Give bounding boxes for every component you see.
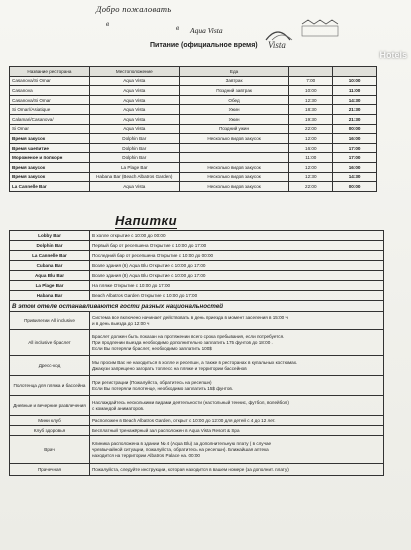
dining-cell-meal: Несколько видов закусок [179, 172, 289, 182]
dining-row [10, 162, 377, 172]
dining-cell-location: Aqua Vista [89, 86, 179, 96]
towels-text [90, 376, 384, 396]
dining-cell-from: 12:00 [289, 134, 333, 144]
dining-table [9, 66, 377, 192]
towels-row [10, 376, 384, 396]
dining-cell-meal: Несколько видов закусок [179, 162, 289, 172]
dining-cell-to: 00:00 [333, 182, 377, 192]
all-inclusive-row [10, 312, 384, 330]
dining-row [10, 143, 377, 153]
dining-cell-location: Aqua Vista [89, 182, 179, 192]
dining-cell-meal: Завтрак [179, 76, 289, 86]
dining-cell-from: 22:00 [289, 182, 333, 192]
entertainment-line: Наслаждайтесь несколькими видами деятельности (настольный теннис, футбол, волейбол) [92, 399, 289, 405]
welcome-line [96, 4, 172, 14]
bar-hours: Beach Albatros Garden Открытие с 10:00 до 17:00 [90, 291, 384, 301]
bar-name: Cubana Bar [10, 261, 90, 271]
bar-row [10, 281, 384, 291]
dining-row [10, 95, 377, 105]
hotel-logo [258, 18, 348, 50]
all-inclusive-text [90, 312, 384, 330]
dress-code-row [10, 356, 384, 376]
dining-row [10, 172, 377, 182]
dining-cell-name: Время закусок [10, 134, 90, 144]
dining-cell-meal: Поздний ужин [179, 124, 289, 134]
dining-cell-meal: Обед [179, 95, 289, 105]
doctor-label: Врач [10, 436, 90, 464]
bracelet-label: All inclusive браслет [10, 330, 90, 356]
dining-cell-from: 16:00 [289, 143, 333, 153]
bar-row [10, 251, 384, 261]
doctor-line: чрезвычайной ситуации, пожалуйста, обратитесь на ресепшн). Ближайшая аптека [92, 446, 269, 452]
dining-cell-from: 19:30 [289, 114, 333, 124]
bar-name: La Plage Bar [10, 281, 90, 291]
dining-column-header [289, 67, 333, 77]
bracelet-row [10, 330, 384, 356]
dining-cell-to: 14:30 [333, 95, 377, 105]
doctor-line: находится на территории Albatros Palace на. 00:00 [92, 452, 200, 458]
dress-code-label: Дресс-код [10, 356, 90, 376]
bar-hours: Возле здания (8) Aqua Blu Открытие с 10:00 до 17:00 [90, 271, 384, 281]
dining-cell-location: Aqua Vista [89, 105, 179, 115]
entertainment-row [10, 396, 384, 416]
welcome-small: в [106, 20, 110, 28]
health-club-label: Клуб здоровья [10, 426, 90, 436]
bracelet-line: Браслет должен быть показан на протяжении всего срока пребывания, если потребуется. [92, 333, 285, 339]
dining-column-header: Название ресторана [10, 67, 90, 77]
all-inclusive-line: и в день выезда до 12:00 ч [92, 320, 150, 326]
dining-row [10, 153, 377, 163]
dining-cell-name: Время чаепитие [10, 143, 90, 153]
bar-hours: Последний бар от ресепшена Открытие с 10:00 до 00:00 [90, 251, 384, 261]
dining-column-header: Еда [179, 67, 289, 77]
hotel-name: Aqua Vista [190, 26, 223, 35]
bar-row [10, 231, 384, 241]
dining-column-header: Местоположение [89, 67, 179, 77]
dining-cell-from: 12:30 [289, 95, 333, 105]
dress-code-line: Джакузи запрещено загорать топлесс на пляже и территории бассейнов [92, 365, 247, 371]
dining-column-header [333, 67, 377, 77]
dining-cell-location: Aqua Vista [89, 95, 179, 105]
header [0, 0, 411, 60]
bar-row [10, 271, 384, 281]
dining-cell-from: 22:00 [289, 124, 333, 134]
health-club-row [10, 426, 384, 436]
bar-name: La Cannelle Bar [10, 251, 90, 261]
bar-row [10, 261, 384, 271]
dining-cell-location: Aqua Vista [89, 114, 179, 124]
dining-cell-to: 00:00 [333, 124, 377, 134]
dining-cell-name: La Cannelle Bar [10, 182, 90, 192]
dining-cell-to: 16:00 [333, 134, 377, 144]
dining-cell-meal [179, 153, 289, 163]
svg-text:Vista: Vista [268, 40, 286, 50]
bracelet-line: При продлении выезда необходимо дополнительно заплатить 175 фунтов до 18:00 . [92, 339, 273, 345]
dining-cell-meal: Ужин [179, 114, 289, 124]
watermark: Hotels [379, 50, 407, 60]
dress-code-text [90, 356, 384, 376]
dining-cell-to: 17:00 [333, 153, 377, 163]
bar-hours: Возле здания (6) Aqua Blu Открытие с 10:00 до 17:00 [90, 261, 384, 271]
drinks-note-row [10, 301, 384, 312]
dining-cell-name: Casanova [10, 86, 90, 96]
bar-row [10, 241, 384, 251]
doctor-row [10, 436, 384, 464]
dining-cell-meal: Поздний завтрак [179, 86, 289, 96]
dining-cell-location: Aqua Vista [89, 124, 179, 134]
dining-subtitle: Питание (официальное время) [150, 42, 258, 49]
nationalities-note: В этом отеле останавливаются гости разных национальностей [10, 301, 384, 312]
dining-cell-from: 12:30 [289, 172, 333, 182]
dining-cell-location: Aqua Vista [89, 76, 179, 86]
bar-name: Lobby Bar [10, 231, 90, 241]
doctor-text [90, 436, 384, 464]
bar-hours: В холле открытие с 10:00 до 00:00 [90, 231, 384, 241]
bar-name: Aqua Blu Bar [10, 271, 90, 281]
dining-cell-to: 21:30 [333, 105, 377, 115]
dining-cell-meal [179, 143, 289, 153]
dining-cell-meal: Несколько видов закусок [179, 182, 289, 192]
laundry-line: Пожалуйста, следуйте инструкции, которая находится в вашем номере (за дополнит. плату) [92, 466, 289, 472]
bracelet-text [90, 330, 384, 356]
mini-club-text [90, 416, 384, 426]
entertainment-line: с командой аниматоров. [92, 405, 145, 411]
dining-cell-name: Si Omar//Asiatique [10, 105, 90, 115]
dining-cell-from: 11:00 [289, 153, 333, 163]
health-club-text [90, 426, 384, 436]
all-inclusive-label: Привилегии All inclusive [10, 312, 90, 330]
health-club-line: Бесплатный тренажёрный зал расположен в Aqua Vista Resort & Spa [92, 427, 240, 433]
laundry-label: Прачечная [10, 464, 90, 476]
mini-club-row [10, 416, 384, 426]
drinks-table [9, 230, 384, 476]
dining-cell-from: 10:00 [289, 86, 333, 96]
dining-cell-to: 16:00 [333, 162, 377, 172]
dining-header-row [10, 67, 377, 77]
mini-club-line: Расположен в Beach Albatros Garden, открыт с 10:00 до 12:00 для детей с 4 до 12 лет. [92, 417, 276, 423]
dining-row [10, 86, 377, 96]
dining-cell-name: Casanova/Si Omar [10, 76, 90, 86]
dining-row [10, 134, 377, 144]
bracelet-line: Если Вы потеряли браслет, необходимо заплатить 100$ [92, 345, 212, 351]
dining-cell-name: Calamari/Casanova/ [10, 114, 90, 124]
dining-row [10, 76, 377, 86]
drinks-title: Напитки [115, 213, 178, 228]
welcome-small2: в [176, 24, 180, 32]
dining-row [10, 114, 377, 124]
towels-line: Если Вы потеряли полотенце, необходимо заплатить 15$ фунтов. [92, 385, 234, 391]
laundry-text [90, 464, 384, 476]
dining-cell-meal: Несколько видов закусок [179, 134, 289, 144]
dining-cell-to: 14:30 [333, 172, 377, 182]
dining-cell-location: Dolphin Bar [89, 143, 179, 153]
dining-row [10, 182, 377, 192]
all-inclusive-line: Система все включено начинает действовать в день приезда в момент заселения в 15:00 ч [92, 314, 288, 320]
bar-hours: Первый бар от ресепшена Открытие с 10:00 до 17:00 [90, 241, 384, 251]
dining-cell-name: Мороженое и попкорн [10, 153, 90, 163]
dining-cell-to: 17:00 [333, 143, 377, 153]
dining-cell-location: Dolphin Bar [89, 153, 179, 163]
dining-cell-name: Время закусок [10, 162, 90, 172]
towels-line: При регистрации (Пожалуйста, обратитесь на ресепшн) [92, 379, 212, 385]
dining-row [10, 124, 377, 134]
bar-name: Habana Bar [10, 291, 90, 301]
bar-name: Dolphin Bar [10, 241, 90, 251]
dining-cell-name: Время закусок [10, 172, 90, 182]
dress-code-line: Мы просим Вас не находиться в холле и ресепшн, а также в ресторанах в купальных костюмах. [92, 359, 298, 365]
mini-club-label: Мини клуб [10, 416, 90, 426]
dining-row [10, 105, 377, 115]
towels-label: Полотенца для пляжа и бассейна [10, 376, 90, 396]
doctor-line: Клиника расположена в здании № 4 (Aqua Blu) за дополнительную плату ( в случае [92, 440, 272, 446]
dining-cell-name: Si Omar [10, 124, 90, 134]
dining-cell-location: Habana Bar (Beach Albatros Garden) [89, 172, 179, 182]
entertainment-label: Дневные и вечерние развлечения [10, 396, 90, 416]
welcome-text: Добро пожаловать [96, 4, 172, 14]
entertainment-text [90, 396, 384, 416]
laundry-row [10, 464, 384, 476]
dining-cell-from: 18:30 [289, 105, 333, 115]
dining-cell-location: La Plage Bar [89, 162, 179, 172]
dining-cell-from: 7:00 [289, 76, 333, 86]
dining-cell-to: 21:30 [333, 114, 377, 124]
dining-cell-name: Casanova/Si Omar [10, 95, 90, 105]
dining-cell-to: 10:00 [333, 76, 377, 86]
bar-row [10, 291, 384, 301]
dining-cell-to: 11:00 [333, 86, 377, 96]
dining-cell-meal: Ужин [179, 105, 289, 115]
bar-hours: На пляже Открытие с 10:00 до 17:00 [90, 281, 384, 291]
dining-cell-from: 12:00 [289, 162, 333, 172]
dining-cell-location: Dolphin Bar [89, 134, 179, 144]
